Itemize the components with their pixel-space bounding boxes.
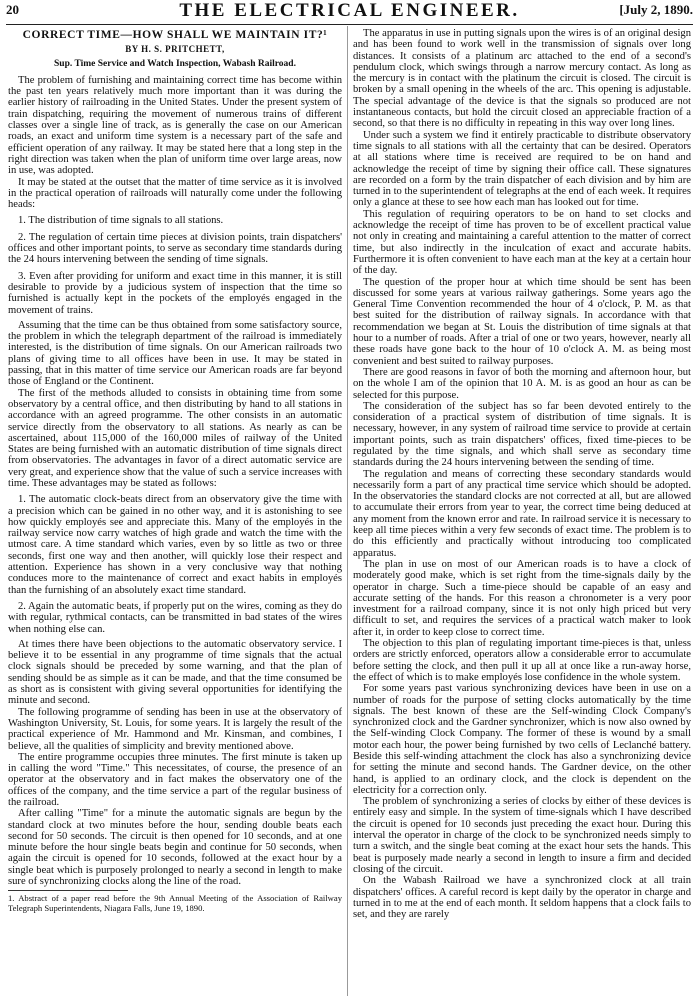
paragraph: It may be stated at the outset that the matter of time service as it is involved in the practical operation of railroads will naturally come under the following heads:: [8, 176, 342, 211]
numbered-item: 2. The regulation of certain time pieces at division points, train dispatchers' offices and other important points, to serve as secondary time standards during the 24 hours intervening between the sending of time signals.: [8, 231, 342, 266]
journal-title: THE ELECTRICAL ENGINEER.: [179, 0, 520, 21]
paragraph: On the Wabash Railroad we have a synchronized clock at all train dispatchers' offices. A careful record is kept daily by the operator in charge and turned in to me at the end of each month. It seldom happens that a clock fails to set, and they are rarely: [353, 875, 691, 921]
article-title: CORRECT TIME—HOW SHALL WE MAINTAIN IT?¹: [22, 29, 328, 41]
article-byline: BY H. S. PRITCHETT,: [125, 44, 225, 55]
paragraph: Assuming that the time can be thus obtained from some satisfactory source, the problem in which the telegraph department of the railroad is immediately interested, is the distribution of time signals. On our American railroads two plans of giving time to all offices have been in use. It may be stated in passing, that in this matter of time service our American roads are far beyond those of England or the Continent.: [8, 319, 342, 388]
issue-date: [July 2, 1890.: [619, 2, 693, 17]
left-column: [8, 28, 342, 996]
paragraph: The apparatus in use in putting signals upon the wires is of an original design and has been found to work well in the transmission of signals over long distances. It consists of a platinum arc attached to the end of a second's pendulum clock, which swings through a narrow mercury contact. As long as the mercury is in contact with the platinum the circuit is closed. The circuit is broken by a small opening in the wheels of the arc. This opening is adjustable. The special advantage of the device is that the signals so produced are not instantaneous contacts, but hold the circuit closed an appreciable fraction of a second, so that there is no difficulty in repeating in this way over long lines.: [353, 28, 691, 130]
page-header: [6, 2, 693, 22]
paragraph: This regulation of requiring operators to be on hand to set clocks and acknowledge the receipt of time has proven to be of excellent practical value not only in creating and maintaining a careful attention to the matter of correct time, but also indirectly in the inculcation of exact and accurate habits. Furthermore it is often convenient to have each man at the key at a certain hour of the day.: [353, 208, 691, 277]
paragraph: For some years past various synchronizing devices have been in use on a number of roads for the purpose of setting clocks automatically by the time signals. The best known of these are the Self-winding Clock Company's synchronized clock and the Gardner synchronizer, which is now also owned by the Self-winding Clock Company. The former of these is wound by a small motor each hour, the power being furnished by two cells of Leclanché battery. Beside this self-winding attachment the clock has also a synchronizing device for setting the minute and second hands. The Gardner device, on the other hand, is applied to an ordinary clock, and the clock is dependent on the electricity for a correction only.: [353, 683, 691, 796]
right-column: [353, 28, 691, 996]
paragraph: There are good reasons in favor of both the morning and afternoon hour, but on the whole I am of the opinion that 10 A. M. is as good an hour as can be selected for this purpose.: [353, 366, 691, 401]
paragraph: At times there have been objections to the automatic observatory service. I believe it to be essential in any programme of time signals that the actual clock signals should be preceded by some warning, and that the plan of sending should be as simple as it can be made, and that the time consumed be as short as is consistent with giving several opportunities for identifying the minute and second.: [8, 638, 342, 707]
paragraph: The problem of furnishing and maintaining correct time has become within the past ten years relatively much more important than it was during the earlier history of railroading in the United States. Under the present system of train dispatching, requiring the movement of numerous trains of different classes over a single line of track, as is generally the case on our American roads, an exact and uniform time system is a necessary part of the safe and efficient operation of any railway. It may be stated here that a long step in the right direction was taken when the plan of uniform time over large areas, now in use, was adopted.: [8, 74, 342, 177]
column-divider: [347, 26, 348, 996]
footnote-rule: [8, 890, 128, 891]
page-number: 20: [6, 2, 19, 17]
numbered-item: 1. The automatic clock-beats direct from an observatory give the time with a precision which can be gained in no other way, and it is astonishing to see how quickly employés see and appreciate this. Many of the employés in the railway service now carry watches of high grade and watch the time with the utmost care. A time standard which varies, even by so little as two or three seconds, first one way and then another, will quickly lose their respect and attention. Experience has shown in a very conclusive way that nothing conduces more to the maintenance of correct and exact habits in employés than the furnishing of an absolutely exact time standard.: [8, 494, 342, 596]
paragraph: The plan in use on most of our American roads is to have a clock of moderately good make, which is set right from the time-signals daily by the operator in charge. Such a time-piece should be capable of an easy and accurate setting of the hands. For this reason a chronometer is a very poor investment for a railroad company, since it is not only high priced but very difficult to set, and requires the services of a practical watch maker to look after it, in order to keep close to correct time.: [353, 558, 691, 638]
paragraph: The entire programme occupies three minutes. The first minute is taken up in calling the word "Time." This necessitates, of course, the presence of an operator at the observatory and in fact makes the observatory one of the offices of the company, and the time service a part of the regular business of the railroad.: [8, 751, 342, 808]
paragraph: The question of the proper hour at which time should be sent has been discussed for some years at various railway gatherings. Some years ago the General Time Convention recommended the hour of 4 o'clock, P. M. as that best suited for the distribution of railway signals. In accordance with that recommendation we began at St. Louis the distribution of time signals at that hour to a number of roads. After a trial of one or two years, however, nearly all these roads have gone back to the hour of 10 o'clock A. M. as being most convenient and best suited to railway purposes.: [353, 276, 691, 367]
paragraph: The consideration of the subject has so far been devoted entirely to the consideration of a practical system of distribution of time signals. It is necessary, however, in any system of railroad time service to provide at certain important points, such as train dispatchers' offices, fixed time-pieces to be regulated by the time signals, and which shall serve as secondary time standards during the 24 hours intervening between the sending of time.: [353, 400, 691, 469]
numbered-item: 3. Even after providing for uniform and exact time in this manner, it is still desirable to provide by a judicious system of inspection that the time so furnished is actually kept in the pockets of the employés engaged in the movement of trains.: [8, 270, 342, 316]
paragraph: Under such a system we find it entirely practicable to distribute observatory time signals to all stations with all the certainty that can be desired. Operators at all stations where time is received are required to be on hand and acknowledge the receipt of time by signing their office call. These signatures are recorded on a form by the train dispatcher of each division and by him are turned in to the superintendent of telegraphs at the end of each week. It requires only a glance at these to see how each man has looked out for time.: [353, 129, 691, 209]
paragraph: The following programme of sending has been in use at the observatory of Washington University, St. Louis, for some years. It is largely the result of the practical experience of Mr. Hammond and Mr. Kinsman, and combines, I believe, all the qualities of simplicity and brevity mentioned above.: [8, 706, 342, 752]
paragraph: The problem of synchronizing a series of clocks by either of these devices is entirely easy and simple. In the system of time-signals which I have described the circuit is opened for 10 seconds just preceding the exact hour. During this interval the operator in charge of the clock to be synchronized needs simply to turn a switch, and the single beat coming at the exact hour sets the hands. This beat is purposely made nearly a second in length to insure a firm and decided closing of the circuit.: [353, 796, 691, 875]
author-affiliation: Sup. Time Service and Watch Inspection, Wabash Railroad.: [54, 58, 296, 69]
numbered-item: 1. The distribution of time signals to all stations.: [18, 215, 224, 227]
footnote: 1. Abstract of a paper read before the 9th Annual Meeting of the Association of Railway Telegraph Superintendents, Niagara Falls, June 19, 1890.: [8, 893, 342, 914]
paragraph: The regulation and means of correcting these secondary standards would necessarily form a part of any practical time service which should be adopted. In the observatories the standard clocks are not corrected at all, but are allowed to accumulate their errors from year to year, the correct time being deduced at any moment from the known error and rate. In railroad service it is necessary to keep all time pieces within a very few seconds of exact time. The problem is to do this efficiently and practically without introducing too complicated apparatus.: [353, 468, 691, 559]
header-rule: [6, 24, 693, 25]
paragraph: The first of the methods alluded to consists in obtaining time from some observatory by a central office, and then distributing by hand to all stations in accordance with an agreed programme. The other consists in an automatic service directly from the observatory to all stations. As nearly as can be ascertained, about 115,000 of the 160,000 miles of railway of the United States are being furnished with an automatic distribution of time signals direct from observatories. The advantages in favor of a direct automatic service are very great, and experience show that the value of such a service increases with time. These advantages may be stated as follows:: [8, 387, 342, 489]
numbered-item: 2. Again the automatic beats, if properly put on the wires, coming as they do with regular, rythmical contacts, can be transmitted in bad states of the wires when nothing else can.: [8, 600, 342, 635]
paragraph: After calling "Time" for a minute the automatic signals are begun by the standard clock at two minutes before the hour, sending double beats each second for 50 seconds. The circuit is then opened for 10 seconds, and at one minute before the hour single beats begin and continue for 50 seconds, when again the circuit is opened for 10 seconds, followed at the exact hour by a single beat which is purposely prolonged to nearly a second in length to make sure of synchronizing clocks along the line of the road.: [8, 808, 342, 888]
paragraph: The objection to this plan of regulating important time-pieces is that, unless orders are strictly enforced, operators allow a considerable error to accumulate before setting the clock, and then pull it up all at once like a run-away horse, the effect of which is to make employés lose confidence in the whole system.: [353, 638, 691, 683]
